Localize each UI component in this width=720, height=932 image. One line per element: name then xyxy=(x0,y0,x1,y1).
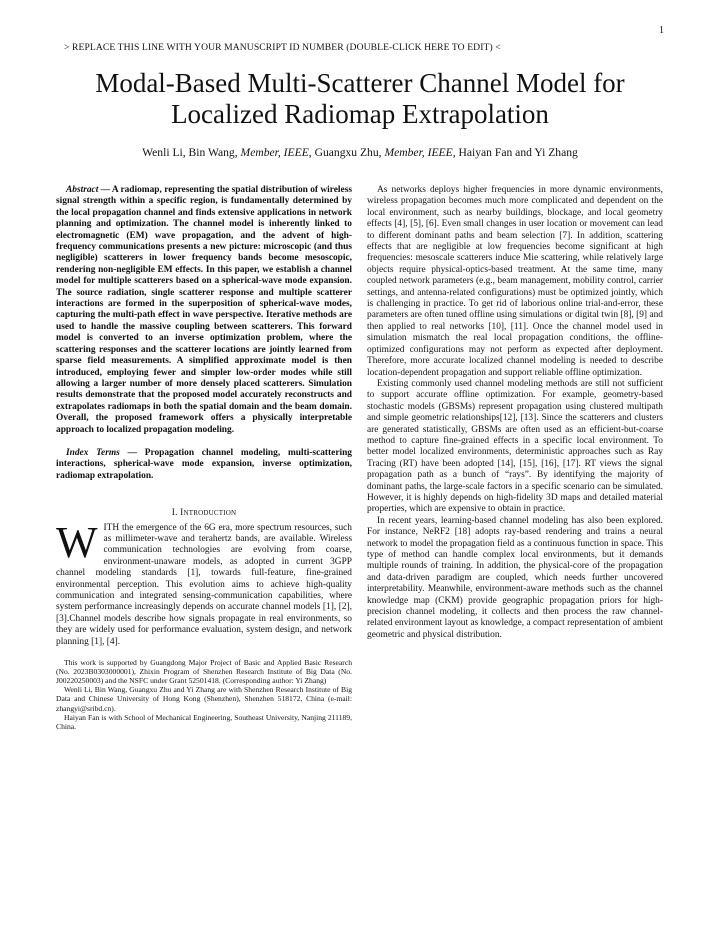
footnote-affiliation-1: Wenli Li, Bin Wang, Guangxu Zhu and Yi Zhang are with Shenzhen Research Institute of Big Data and Chinese University of Hong Kong (Shenzhen), Shenzhen 518172, China (e-mail: zhangyi@sribd.cn). xyxy=(56,685,352,713)
index-terms xyxy=(56,448,352,482)
manuscript-header: > REPLACE THIS LINE WITH YOUR MANUSCRIPT ID NUMBER (DOUBLE-CLICK HERE TO EDIT) < xyxy=(64,42,501,53)
index-terms-lead: Index Terms xyxy=(66,447,120,458)
paragraph-learning-based: In recent years, learning-based channel modeling has also been explored. For instance, NeRF2 [18] adopts ray-based rendering and trains a neural network to model the propagation field as a continuous function in space. This type of method can handle complex local environments, but it demands multiple rounds of training. In addition, the physical-core of the propagation and data-driven paradigm are coupled, which needs further uncovered interpretability. Meanwhile, environment-aware methods such as the channel knowledge map (CKM) provide geographic propagation priors for high-precision channel modeling, it collects and then process the raw channel-related environment layout as knowledge, a compact representation of ambient geometric and physical distribution. xyxy=(367,515,663,640)
paper-title xyxy=(0,68,720,130)
footnote-affiliation-2: Haiyan Fan is with School of Mechanical Engineering, Southeast University, Nanjing 211189, China. xyxy=(56,712,352,731)
section-title-text: Introduction xyxy=(180,508,237,519)
author-list xyxy=(0,146,720,159)
title-line-1: Modal-Based Multi-Scatterer Channel Model for xyxy=(95,68,625,98)
abstract-lead: Abstract xyxy=(66,185,99,195)
footnotes xyxy=(56,658,352,731)
authors-part-1: Wenli Li, Bin Wang, xyxy=(142,146,241,159)
section-number: I. xyxy=(171,508,181,519)
intro-paragraph xyxy=(56,517,352,648)
paragraph-local-environment: As networks deploys higher frequencies in more dynamic environments, wireless propagation becomes much more complicated and dependent on the local environment, such as nearby buildings, blockage, and local geometry effects [4], [5], [6]. Even small changes in user location or movement can lead to different dominant paths and beam selection [7]. In addition, scattering effects that are negligible at low frequencies become significant at high frequencies: mesoscale scatterers induce Mie scattering, while relatively large objects require physical-optics-based treatment. At the same time, many coupled network parameters (e.g., beam management, mobility control, carrier settings, and antenna-related configurations) must be optimized jointly, which is challenging in practice. To get rid of laborious online trial-and-error, these parameters are often tuned offline using simulations or digital twin [8], [9] and then applied to real networks [10], [11]. Once the channel model used in simulation mismatch the real local propagation conditions, the offline-optimized configurations may not perform as expected after deployment. Therefore, more accurate localized channel modeling is needed to describe location-dependent propagation and support reliable offline optimization. xyxy=(367,185,663,378)
right-column xyxy=(367,185,663,641)
member-designation-2: Member, IEEE xyxy=(384,146,453,159)
footnote-funding: This work is supported by Guangdong Major Project of Basic and Applied Basic Research (No. 2023B0303000001), Zhixin Program of Shenzhen Research Institute of Big Data (No. J00220250003) and the NSFC under Grant 52501418. (Corresponding author: Yi Zhang) xyxy=(56,658,352,686)
authors-part-3: , Haiyan Fan and Yi Zhang xyxy=(452,146,578,159)
paragraph-existing-methods: Existing commonly used channel modeling methods are still not sufficient to support accurate offline optimization. For example, geometry-based stochastic models (GBSMs) represent propagation using clustered multipath and simple geometric relationships[12], [13]. Since the scatterers and clusters are generated statistically, GBSMs are often used as an efficient-but-coarse method to capture fine-grained effects in a specific local environment. To better model localized environments, deterministic approaches such as Ray Tracing (RT) have been adopted [14], [15], [16], [17]. RT views the signal propagation path as a bunch of “rays”. By identifying the majority of dominant paths, the large-scale factors in a specific scenario can be simulated. However, it is highly depends on high-fidelity 3D maps and detailed material properties, which are expensive to obtain in practice. xyxy=(367,378,663,515)
title-line-2: Localized Radiomap Extrapolation xyxy=(171,99,549,129)
drop-cap: W xyxy=(56,517,98,567)
abstract-text: — A radiomap, representing the spatial distribution of wireless signal strength within a specific region, is fundamentally determined by the local propagation channel and finds extensive applications in network planning and optimization. The channel model is inherently linked to electromagnetic (EM) wave propagation, and the advent of high-frequency communications presents a new picture: microscopic (and thus negligible) scatterers in lower frequency bands become mesoscopic, rendering non-negligible EM effects. In this paper, we establish a channel model for multiple scatterers based on a spherical-wave mode expansion. The source radiation, single scatterer response and multiple scatterer interactions are formed in the superposition of spherical-wave modes, capturing the multi-path effect in wave perspective. Iterative methods are used to handle the massive coupling between scatterers. This forward model is converted to an inverse optimization problem, where the scattering responses and the scatterer locations are jointly learned from sparse field measurements. A simplified approximate model is then introduced, employing fewer and simpler low-order modes while still allowing a larger number of more densely placed scatterers. Simulation results demonstrate that the proposed model accurately reconstructs and extrapolates radiomaps in both the spatial domain and the beam domain. Overall, the proposed framework offers a physically interpretable approach to localized propagation modeling. xyxy=(56,185,352,435)
index-terms-text: — Propagation channel modeling, multi-scattering interactions, spherical-wave mode expansion, inverse optimization, radiomap extrapolation. xyxy=(56,447,352,481)
authors-part-2: , Guangxu Zhu, xyxy=(308,146,385,159)
member-designation-1: Member, IEEE xyxy=(240,146,309,159)
abstract xyxy=(56,185,352,436)
page-number: 1 xyxy=(659,25,664,36)
left-column xyxy=(56,185,352,731)
section-heading-introduction xyxy=(56,508,352,519)
intro-text: ITH the emergence of the 6G era, more spectrum resources, such as millimeter-wave and terahertz bands, are available. Wireless communication technologies are evolving from coarse, environment-unaware models, as adopted in current 3GPP channel modeling standards [1], towards full-feature, fine-grained environmental perception. This evolution aims to achieve high-quality communication and integrated sensing-communication capabilities, where system performance increasingly depends on accurate channel models [1], [2], [3].Channel models describe how signals propagate in real environments, so they are widely used for performance evaluation, system design, and network planning [1], [4]. xyxy=(56,522,352,647)
